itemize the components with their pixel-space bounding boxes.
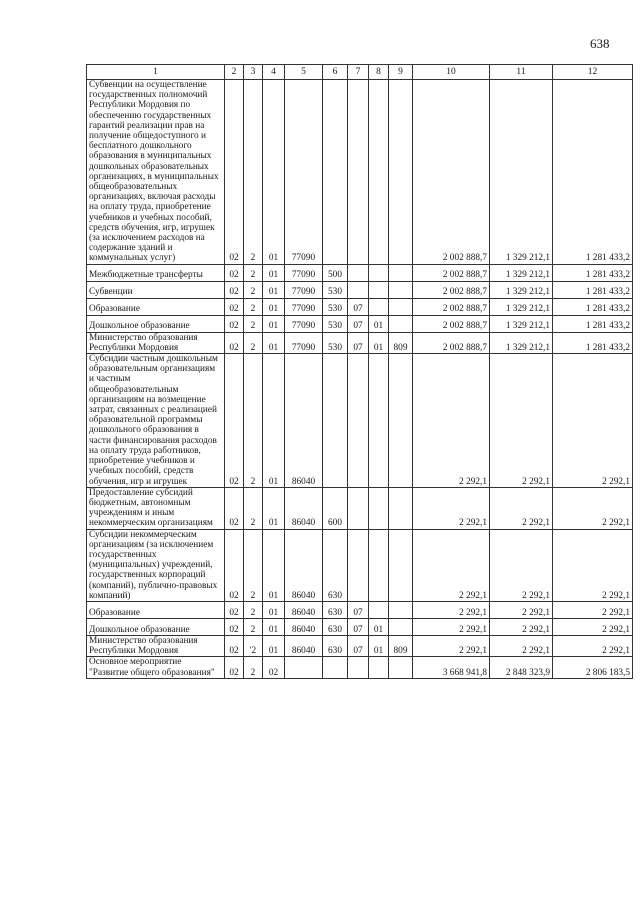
cell-grbs <box>389 298 413 315</box>
row-name: Межбюджетные трансферты <box>87 264 225 281</box>
cell-om: 01 <box>263 298 285 315</box>
cell-rz <box>348 354 369 488</box>
col-header: 12 <box>553 65 633 80</box>
cell-pp: 2 <box>244 315 263 332</box>
cell-pr <box>369 281 389 298</box>
col-header: 11 <box>490 65 553 80</box>
cell-amount-2: 1 329 212,1 <box>490 80 553 265</box>
col-header: 5 <box>285 65 323 80</box>
cell-amount-1: 2 002 888,7 <box>413 264 490 281</box>
cell-amount-3: 2 292,1 <box>553 601 633 618</box>
cell-vr: 630 <box>323 529 348 601</box>
cell-rz: 07 <box>348 315 369 332</box>
cell-gp: 02 <box>225 601 244 618</box>
cell-om: 01 <box>263 487 285 529</box>
cell-vr: 600 <box>323 487 348 529</box>
cell-gp: 02 <box>225 281 244 298</box>
table-row <box>87 618 633 635</box>
cell-amount-3: 1 281 433,2 <box>553 281 633 298</box>
cell-pr: 01 <box>369 635 389 656</box>
cell-grbs: 809 <box>389 332 413 353</box>
cell-pp: 2 <box>244 657 263 678</box>
cell-pp: 2 <box>244 298 263 315</box>
col-header: 4 <box>263 65 285 80</box>
cell-rz: 07 <box>348 618 369 635</box>
cell-vr: 630 <box>323 618 348 635</box>
col-header: 2 <box>225 65 244 80</box>
cell-amount-2: 1 329 212,1 <box>490 298 553 315</box>
cell-amount-1: 2 292,1 <box>413 354 490 488</box>
col-header: 6 <box>323 65 348 80</box>
cell-om: 01 <box>263 635 285 656</box>
cell-amount-3: 1 281 433,2 <box>553 80 633 265</box>
cell-om: 02 <box>263 657 285 678</box>
cell-gp: 02 <box>225 529 244 601</box>
cell-grbs <box>389 354 413 488</box>
cell-gp: 02 <box>225 487 244 529</box>
cell-amount-2: 1 329 212,1 <box>490 332 553 353</box>
cell-pp: 2 <box>244 601 263 618</box>
table-row <box>87 657 633 678</box>
cell-gp: 02 <box>225 332 244 353</box>
cell-pr <box>369 487 389 529</box>
table-row <box>87 529 633 601</box>
cell-rz <box>348 264 369 281</box>
table-row <box>87 298 633 315</box>
cell-direction: 86040 <box>285 618 323 635</box>
cell-rz: 07 <box>348 298 369 315</box>
cell-gp: 02 <box>225 298 244 315</box>
cell-amount-2: 1 329 212,1 <box>490 315 553 332</box>
cell-om: 01 <box>263 354 285 488</box>
cell-amount-3: 2 292,1 <box>553 618 633 635</box>
cell-grbs <box>389 315 413 332</box>
table-row <box>87 80 633 265</box>
col-header: 10 <box>413 65 490 80</box>
cell-vr: 630 <box>323 601 348 618</box>
row-name: Субвенции <box>87 281 225 298</box>
cell-amount-3: 2 806 183,5 <box>553 657 633 678</box>
cell-pr <box>369 601 389 618</box>
cell-gp: 02 <box>225 264 244 281</box>
cell-direction: 86040 <box>285 635 323 656</box>
cell-pp: 2 <box>244 80 263 265</box>
cell-amount-1: 2 002 888,7 <box>413 332 490 353</box>
cell-grbs: 809 <box>389 635 413 656</box>
cell-amount-3: 1 281 433,2 <box>553 264 633 281</box>
cell-gp: 02 <box>225 657 244 678</box>
table-row <box>87 281 633 298</box>
row-name: Субвенции на осуществление государственных полномочий Республики Мордовия по обеспечению государственных гарантий реализации прав на получение общедоступного и бесплатного дошкольного образования в муниципальных дошкольных образовательных организациях, в муниципальных общеобразовательных организациях, включая расходы на оплату труда, приобретение учебников и учебных пособий, средств обучения, игр, игрушек (за исключением расходов на содержание зданий и коммунальных услуг) <box>87 80 225 265</box>
cell-amount-1: 2 002 888,7 <box>413 298 490 315</box>
table-row <box>87 487 633 529</box>
table-row <box>87 332 633 353</box>
cell-vr <box>323 354 348 488</box>
cell-pp: 2 <box>244 281 263 298</box>
cell-grbs <box>389 487 413 529</box>
cell-amount-1: 2 002 888,7 <box>413 80 490 265</box>
col-header: 9 <box>389 65 413 80</box>
cell-direction: 77090 <box>285 315 323 332</box>
cell-direction: 86040 <box>285 487 323 529</box>
cell-amount-2: 1 329 212,1 <box>490 264 553 281</box>
cell-amount-2: 2 292,1 <box>490 635 553 656</box>
cell-om: 01 <box>263 264 285 281</box>
row-name: Дошкольное образование <box>87 618 225 635</box>
cell-vr: 500 <box>323 264 348 281</box>
header-row <box>87 65 633 80</box>
table-row <box>87 601 633 618</box>
cell-rz <box>348 529 369 601</box>
cell-pp: 2 <box>244 354 263 488</box>
cell-pr <box>369 264 389 281</box>
row-name: Субсидии некоммерческим организациям (за исключением государственных (муниципальных) учреждений, государственных корпораций (компаний), публично-правовых компаний) <box>87 529 225 601</box>
row-name: Основное мероприятие "Развитие общего образования" <box>87 657 225 678</box>
table-row <box>87 315 633 332</box>
row-name: Министерство образования Республики Мордовия <box>87 635 225 656</box>
cell-vr: 530 <box>323 315 348 332</box>
cell-amount-2: 2 292,1 <box>490 618 553 635</box>
cell-vr: 530 <box>323 281 348 298</box>
cell-gp: 02 <box>225 80 244 265</box>
cell-amount-1: 2 292,1 <box>413 529 490 601</box>
cell-gp: 02 <box>225 354 244 488</box>
col-header: 7 <box>348 65 369 80</box>
cell-amount-3: 1 281 433,2 <box>553 315 633 332</box>
cell-vr <box>323 657 348 678</box>
cell-grbs <box>389 657 413 678</box>
cell-pp: 2 <box>244 332 263 353</box>
cell-pr: 01 <box>369 618 389 635</box>
cell-pp: 2 <box>244 618 263 635</box>
cell-om: 01 <box>263 281 285 298</box>
cell-pr: 01 <box>369 315 389 332</box>
cell-amount-2: 2 292,1 <box>490 487 553 529</box>
cell-amount-3: 2 292,1 <box>553 354 633 488</box>
cell-om: 01 <box>263 601 285 618</box>
cell-pr <box>369 657 389 678</box>
cell-amount-3: 2 292,1 <box>553 529 633 601</box>
cell-om: 01 <box>263 618 285 635</box>
cell-rz <box>348 487 369 529</box>
cell-direction <box>285 657 323 678</box>
cell-grbs <box>389 80 413 265</box>
cell-amount-1: 2 292,1 <box>413 487 490 529</box>
cell-amount-3: 1 281 433,2 <box>553 332 633 353</box>
cell-direction: 86040 <box>285 529 323 601</box>
cell-amount-1: 2 292,1 <box>413 601 490 618</box>
cell-amount-3: 1 281 433,2 <box>553 298 633 315</box>
table-row <box>87 264 633 281</box>
cell-amount-1: 2 002 888,7 <box>413 281 490 298</box>
cell-amount-1: 3 668 941,8 <box>413 657 490 678</box>
cell-pr <box>369 354 389 488</box>
cell-direction: 77090 <box>285 264 323 281</box>
table-row <box>87 635 633 656</box>
cell-amount-1: 2 002 888,7 <box>413 315 490 332</box>
cell-rz <box>348 657 369 678</box>
row-name: Образование <box>87 298 225 315</box>
cell-om: 01 <box>263 529 285 601</box>
cell-direction: 86040 <box>285 354 323 488</box>
cell-pp: 2 <box>244 264 263 281</box>
cell-grbs <box>389 601 413 618</box>
cell-rz: 07 <box>348 601 369 618</box>
cell-gp: 02 <box>225 635 244 656</box>
cell-grbs <box>389 618 413 635</box>
col-header: 1 <box>87 65 225 80</box>
cell-amount-2: 2 848 323,9 <box>490 657 553 678</box>
cell-grbs <box>389 529 413 601</box>
budget-table <box>86 64 633 679</box>
cell-pr: 01 <box>369 332 389 353</box>
cell-vr: 530 <box>323 298 348 315</box>
row-name: Субсидии частным дошкольным образовательным организациям и частным общеобразовательным организациям на возмещение затрат, связанных с реализацией образовательной программы дошкольного образования в части финансирования расходов на оплату труда работников, приобретение учебников и учебных пособий, средств обучения, игр и игрушек <box>87 354 225 488</box>
row-name: Министерство образования Республики Мордовия <box>87 332 225 353</box>
cell-amount-2: 2 292,1 <box>490 529 553 601</box>
cell-amount-2: 2 292,1 <box>490 354 553 488</box>
cell-direction: 77090 <box>285 80 323 265</box>
cell-gp: 02 <box>225 315 244 332</box>
cell-om: 01 <box>263 80 285 265</box>
cell-direction: 77090 <box>285 281 323 298</box>
cell-amount-3: 2 292,1 <box>553 635 633 656</box>
cell-rz <box>348 281 369 298</box>
col-header: 3 <box>244 65 263 80</box>
cell-direction: 86040 <box>285 601 323 618</box>
cell-pr <box>369 80 389 265</box>
cell-pp: 2 <box>244 529 263 601</box>
page-number: 638 <box>590 36 610 51</box>
table-row <box>87 354 633 488</box>
cell-direction: 77090 <box>285 298 323 315</box>
row-name: Дошкольное образование <box>87 315 225 332</box>
cell-amount-2: 1 329 212,1 <box>490 281 553 298</box>
cell-rz <box>348 80 369 265</box>
cell-grbs <box>389 264 413 281</box>
cell-vr: 630 <box>323 635 348 656</box>
cell-pr <box>369 529 389 601</box>
col-header: 8 <box>369 65 389 80</box>
row-name: Предоставление субсидий бюджетным, автономным учреждениям и иным некоммерческим организациям <box>87 487 225 529</box>
cell-vr: 530 <box>323 332 348 353</box>
cell-direction: 77090 <box>285 332 323 353</box>
cell-pp: 2 <box>244 487 263 529</box>
row-name: Образование <box>87 601 225 618</box>
cell-pr <box>369 298 389 315</box>
cell-vr <box>323 80 348 265</box>
cell-om: 01 <box>263 315 285 332</box>
cell-grbs <box>389 281 413 298</box>
cell-amount-1: 2 292,1 <box>413 635 490 656</box>
cell-rz: 07 <box>348 635 369 656</box>
cell-gp: 02 <box>225 618 244 635</box>
cell-rz: 07 <box>348 332 369 353</box>
cell-om: 01 <box>263 332 285 353</box>
cell-amount-1: 2 292,1 <box>413 618 490 635</box>
cell-amount-2: 2 292,1 <box>490 601 553 618</box>
cell-amount-3: 2 292,1 <box>553 487 633 529</box>
cell-pp: '2 <box>244 635 263 656</box>
